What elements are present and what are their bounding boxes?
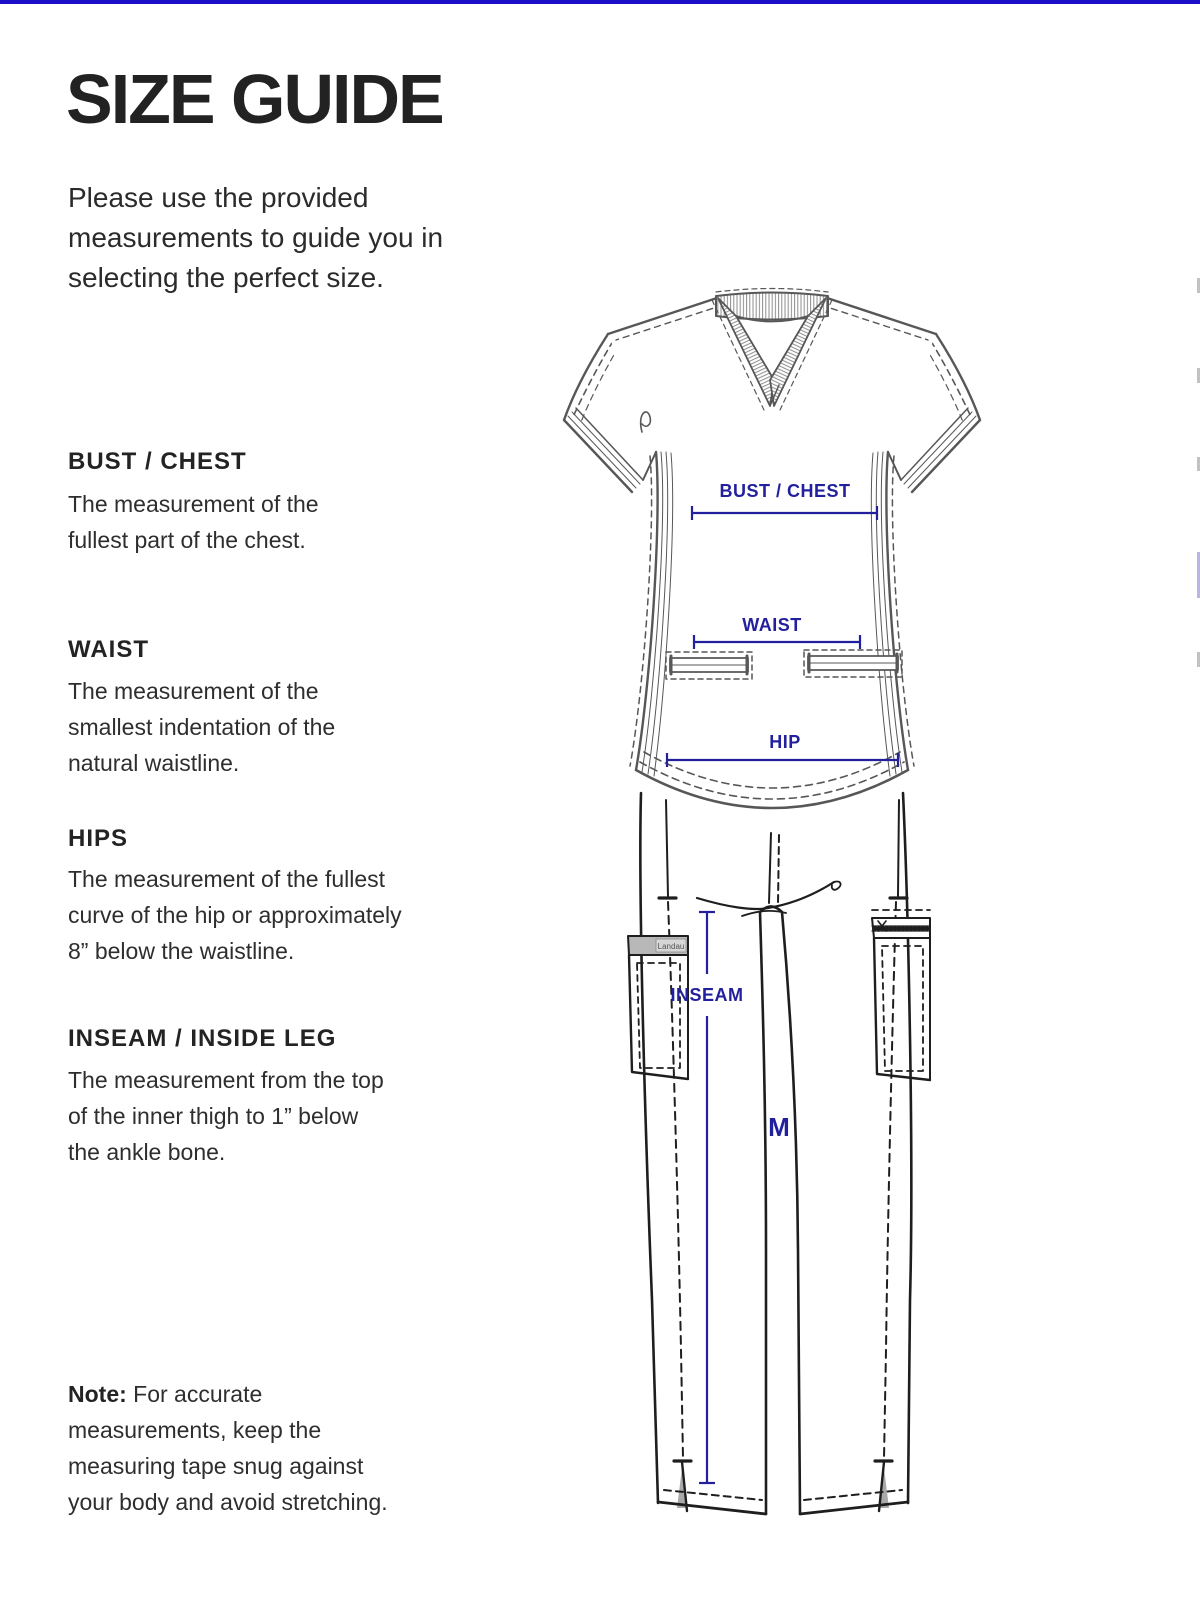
- intro-line: Please use the provided: [68, 182, 369, 213]
- body-line: The measurement of the: [68, 678, 319, 704]
- body-line: 8” below the waistline.: [68, 938, 295, 964]
- note-text: [68, 1376, 388, 1520]
- intro-text: [68, 178, 443, 298]
- section-heading-inseam: INSEAM / INSIDE LEG: [68, 1025, 337, 1052]
- section-heading-bust: BUST / CHEST: [68, 448, 247, 475]
- scrub-top-drawing: [564, 289, 980, 809]
- section-heading-hips: HIPS: [68, 825, 129, 852]
- bust-measure-label: BUST / CHEST: [719, 481, 851, 501]
- waist-measure-label: WAIST: [742, 615, 802, 635]
- intro-line: measurements to guide you in: [68, 222, 444, 253]
- page-title: SIZE GUIDE: [66, 60, 443, 138]
- note-line: Note: For accurate: [68, 1381, 263, 1407]
- brand-tag-label: Landau: [657, 942, 685, 951]
- top-accent-bar: [0, 0, 1200, 4]
- note-line: measuring tape snug against: [68, 1453, 364, 1479]
- body-line: natural waistline.: [68, 750, 240, 776]
- size-letter-label: M: [768, 1112, 790, 1142]
- inseam-measure-label: INSEAM: [670, 985, 744, 1005]
- section-body-waist: [68, 673, 335, 781]
- body-line: The measurement of the: [68, 491, 319, 517]
- note-line: your body and avoid stretching.: [68, 1489, 388, 1515]
- body-line: of the inner thigh to 1” below: [68, 1103, 359, 1129]
- section-body-inseam: [68, 1062, 384, 1170]
- pants-drawing: [628, 793, 930, 1514]
- size-diagram: [530, 280, 1000, 1520]
- note-label: Note:: [68, 1381, 127, 1407]
- section-body-hips: [68, 861, 402, 969]
- note-line: measurements, keep the: [68, 1417, 322, 1443]
- body-line: The measurement of the fullest: [68, 866, 386, 892]
- intro-line: selecting the perfect size.: [68, 262, 384, 293]
- body-line: The measurement from the top: [68, 1067, 384, 1093]
- body-line: fullest part of the chest.: [68, 527, 306, 553]
- hip-measure-label: HIP: [769, 732, 801, 752]
- body-line: the ankle bone.: [68, 1139, 226, 1165]
- body-line: curve of the hip or approximately: [68, 902, 402, 928]
- body-line: smallest indentation of the: [68, 714, 336, 740]
- section-heading-waist: WAIST: [68, 636, 149, 663]
- section-body-bust: [68, 486, 319, 558]
